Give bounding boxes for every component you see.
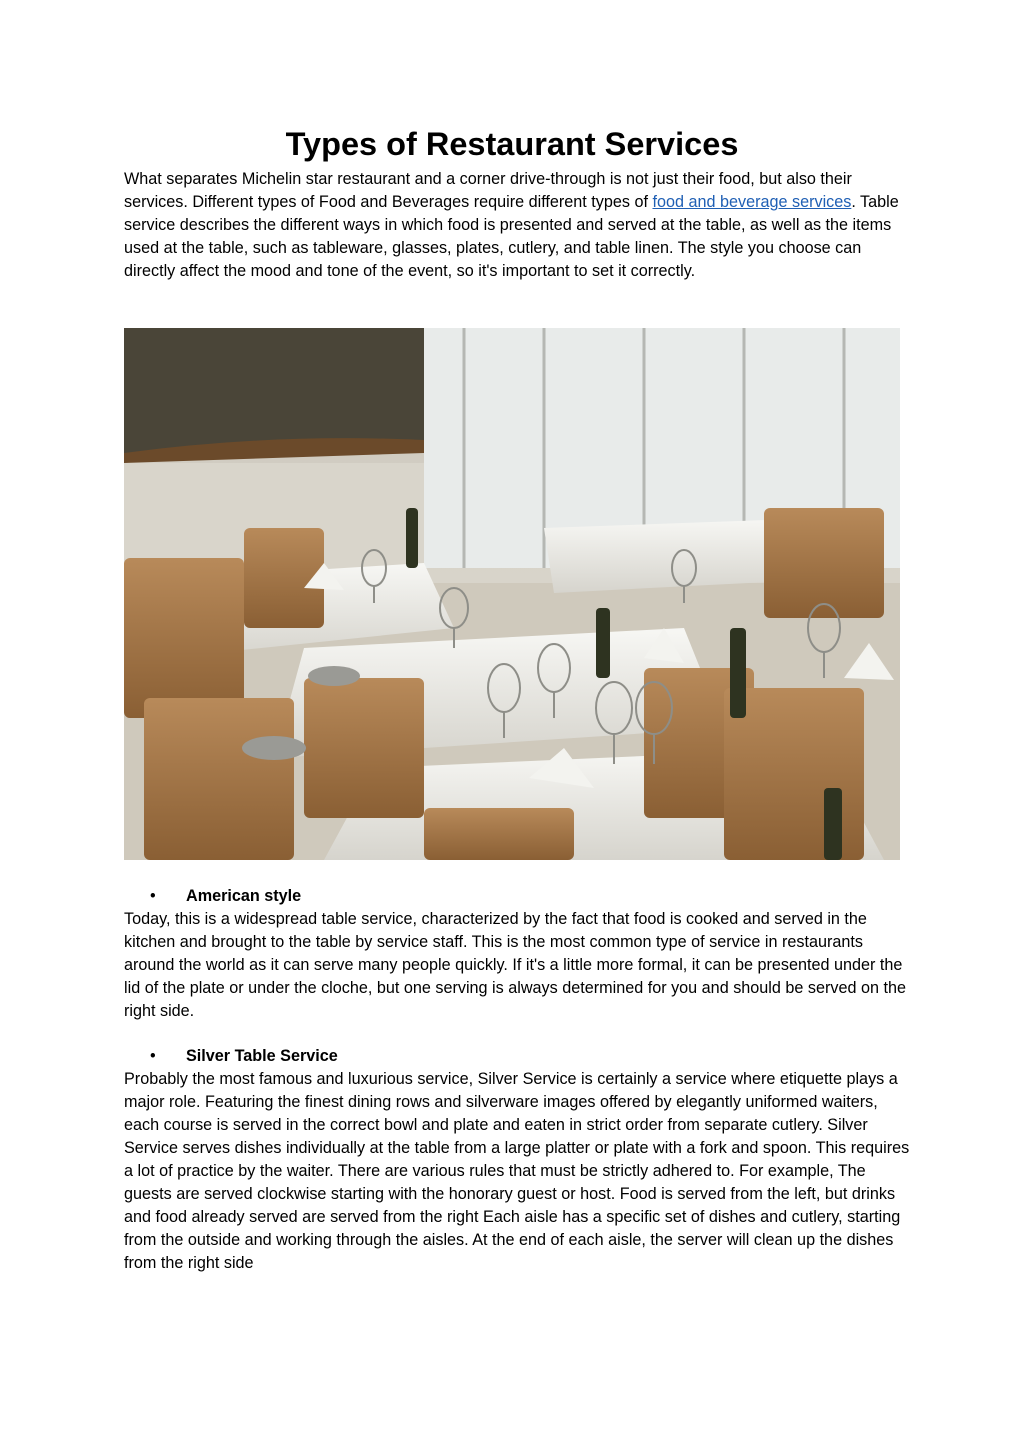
- silver-service-text-part-1: Probably the most famous and luxurious service, Silver Service is certainly a service where etiquette plays a major role. Featuring the finest dining rows and silverware images offered by elegantly uniformed waiters, each course is served in the correct bowl and plate and eaten in strict order from separate cutlery. Silver Service serves dishes individually at the table from a large platter or plate with a fork and spoon. This requires a lot of practice by the waiter. There are various rules that must be strictly adhered to. For example, The: [124, 1070, 910, 1180]
- page-title: Types of Restaurant Services: [285, 126, 739, 162]
- section-heading-silver-table-service: [150, 1045, 338, 1068]
- bullet-icon: •: [150, 1047, 156, 1065]
- section-heading-text: American style: [186, 887, 302, 905]
- section-heading-american-style: [150, 885, 301, 908]
- intro-text-after-link: . Table service describes the different ways in which food is presented and served at the table, as well as the items used at the table, such as tableware, glasses, plates, cutlery, and table linen. The style you choose can directly affect the mood and tone of the event, so it's important to set it correctly.: [124, 193, 899, 280]
- food-beverage-services-link[interactable]: food and beverage services: [652, 193, 852, 211]
- section-heading-text: Silver Table Service: [186, 1047, 338, 1065]
- bullet-icon: •: [150, 887, 156, 905]
- silver-service-paragraph: [124, 1068, 914, 1275]
- intro-paragraph: [124, 168, 914, 283]
- silver-service-text-part-2: guests are served clockwise starting with the honorary guest or host. Food is served from the left, but drinks and food already served are served from the right Each aisle has a specific set of dishes and cutlery, starting from the outside and working through the aisles. At the end of each aisle, the server will clean up the dishes from the right side: [124, 1185, 901, 1272]
- restaurant-dining-room-photo: [124, 328, 900, 860]
- american-style-paragraph: Today, this is a widespread table service, characterized by the fact that food is cooked and served in the kitchen and brought to the table by service staff. This is the most common type of service in restaurants around the world as it can serve many people quickly. If it's a little more formal, it can be presented under the lid of the plate or under the cloche, but one serving is always determined for you and should be served on the right side.: [124, 910, 906, 1020]
- intro-text-before-link: What separates Michelin star restaurant and a corner drive-through is not just their food, but also their services. Different types of Food and Beverages require different types of: [124, 170, 852, 211]
